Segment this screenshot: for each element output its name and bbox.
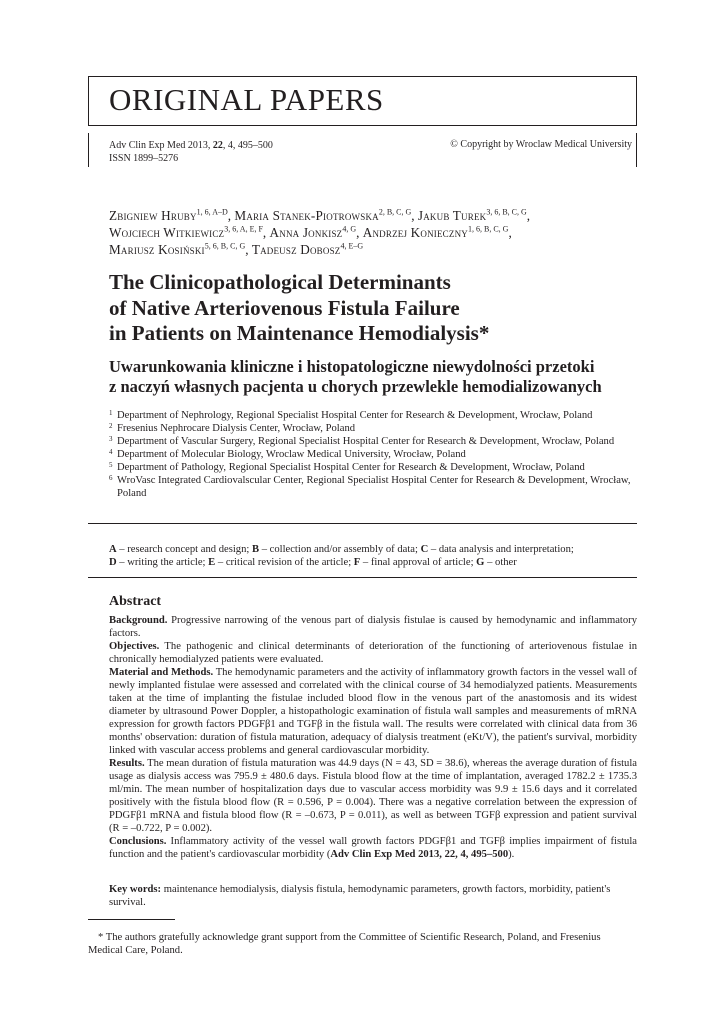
journal-name: Adv Clin Exp Med 2013,	[109, 140, 213, 151]
author-affiliation-sup: 4, G	[342, 224, 357, 234]
journal-issue-pages: , 4, 495–500	[222, 140, 273, 151]
author: Wojciech Witkiewicz$^{3, 6, A, E, F}$,	[109, 224, 270, 240]
abstract-methods: Material and Methods. The hemodynamic parameters and the activity of inflammatory growth factors in the vessel wall of newly implanted fistulae were assessed and correlated with the clinical course of 34 hemodialyzed patients. Measurements taken at the time of implanting the fistulae included blood flow in the venous part of the anastomosis and its widest diameter by ultrasound Power Doppler, a histopathologic examination of fistula wall samples and measurements of mRNA expression for growth factors PDGFβ1 and TGFβ in the fistula wall. The results were correlated with clinical data from 36 months' observation: duration of fistula maturation, adequacy of dialysis treatment (eKt/V), the patient's survival, morbidity linked with vascular access problems and general cardiovascular morbidity.	[109, 667, 637, 756]
issn: ISSN 1899–5276	[109, 153, 179, 164]
section-divider	[88, 577, 637, 578]
abstract-background: Background. Progressive narrowing of the venous part of dialysis fistulae is caused by hemodynamic and inflammatory factors.	[109, 615, 637, 639]
abstract-citation: Adv Clin Exp Med 2013, 22, 4, 495–500	[330, 849, 509, 860]
section-divider	[88, 523, 637, 524]
article-title: The Clinicopathological Determinants of Native Arteriovenous Fistula Failure in Patients on Maintenance Hemodialysis*	[109, 270, 490, 345]
author-affiliation-sup: 2, B, C, G	[378, 207, 412, 217]
section-title: ORIGINAL PAPERS	[109, 82, 384, 117]
abstract-body	[109, 614, 637, 861]
author: Jakub Turek$^{3, 6, B, C, G}$,	[417, 207, 531, 223]
title-footnote-marker: *	[478, 321, 490, 345]
author-affiliation-sup: 3, 6, B, C, G	[486, 207, 527, 217]
affiliation-item: 6 WroVasc Integrated Cardiovalscular Center, Regional Specialist Hospital Center for Research & Development, Wrocław, Poland	[109, 474, 631, 499]
affiliation-item: 5 Department of Pathology, Regional Specialist Hospital Center for Research & Development, Wrocław, Poland	[109, 461, 585, 473]
author: Tadeusz Dobosz$^{4, E-G}$	[251, 241, 364, 257]
section-header-box	[88, 76, 637, 126]
keywords-text: maintenance hemodialysis, dialysis fistula, hemodynamic parameters, growth factors, morbidity, patient's survival.	[109, 884, 611, 908]
author-affiliation-sup: 3, 6, A, E, F	[224, 224, 263, 234]
copyright-notice: © Copyright by Wroclaw Medical University	[450, 139, 632, 150]
contribution-legend: A – research concept and design; B – collection and/or assembly of data; C – data analysis and interpretation; D – writing the article; E – critical revision of the article; F – final approval of article; G – other	[109, 544, 574, 568]
author-affiliation-sup: 5, 6, B, C, G	[204, 241, 246, 251]
polish-title: Uwarunkowania kliniczne i histopatologiczne niewydolności przetoki z naczyń własnych pacjenta u chorych przewlekle hemodializowanych	[109, 357, 602, 396]
journal-volume: 22	[212, 140, 223, 151]
abstract-objectives: Objectives. The pathogenic and clinical determinants of deterioration of the functioning of arteriovenous fistulae in chronically hemodialyzed patients were evaluated.	[109, 641, 637, 665]
author-affiliation-sup: 4, E–G	[340, 241, 364, 251]
author-affiliation-sup: 1, 6, A–D	[196, 207, 228, 217]
affiliation-item: 2 Fresenius Nephrocare Dialysis Center, Wrocław, Poland	[109, 422, 356, 434]
author-affiliation-sup: 1, 6, B, C, G	[468, 224, 509, 234]
affiliation-list	[109, 409, 639, 500]
affiliation-item: 1 Department of Nephrology, Regional Specialist Hospital Center for Research & Development, Wrocław, Poland	[109, 409, 593, 421]
acknowledgment-footnote: * The authors gratefully acknowledge grant support from the Committee of Scientific Research, Poland, and Fresenius Medical Care, Poland.	[88, 932, 601, 956]
keywords-label: Key words:	[109, 884, 162, 895]
affiliation-item: 3 Department of Vascular Surgery, Regional Specialist Hospital Center for Research & Development, Wrocław, Poland	[109, 435, 615, 447]
affiliation-item: 4 Department of Molecular Biology, Wroclaw Medical University, Wrocław, Poland	[109, 448, 466, 460]
author: Zbigniew Hruby$^{1, 6, A-D}$,	[109, 207, 235, 223]
journal-meta	[88, 133, 637, 167]
keywords	[109, 883, 637, 909]
author: Andrzej Konieczny$^{1, 6, B, C, G}$,	[362, 224, 512, 240]
footnote-divider	[88, 919, 175, 920]
author-list	[109, 207, 649, 258]
author: Mariusz Kosiński$^{5, 6, B, C, G}$,	[109, 241, 252, 257]
abstract-results: Results. The mean duration of fistula maturation was 44.9 days (N = 43, SD = 38.6), whereas the average duration of fistula usage as dialysis access was 795.9 ± 480.6 days. Fistula blood flow at the time of implantation, averaged 1782.2 ± 1735.3 ml/min. The mean number of hospitalization days due to vascular access morbidity was 9.9 ± 15.6 days and it correlated positively with the fistula blood flow (R = 0.596, P = 0.004). There was a negative correlation between the expression of PDGFβ1 mRNA and fistula blood flow (R = –0.673, P = 0.011), as well as between TGFβ expression and patient survival (R = –0.722, P = 0.002).	[109, 758, 637, 834]
citation-info	[109, 139, 273, 165]
author: Maria Stanek-Piotrowska$^{2, B, C, G}$,	[234, 207, 418, 223]
abstract-heading: Abstract	[109, 594, 162, 609]
abstract-conclusions: Conclusions. Inflammatory activity of the vessel wall growth factors PDGFβ1 and TGFβ implies impairment of fistula function and the patient's cardiovascular morbidity (Adv Clin Exp Med 2013, 22, 4, 495–500).	[109, 836, 637, 860]
author: Anna Jonkisz$^{4, G}$,	[269, 224, 363, 240]
